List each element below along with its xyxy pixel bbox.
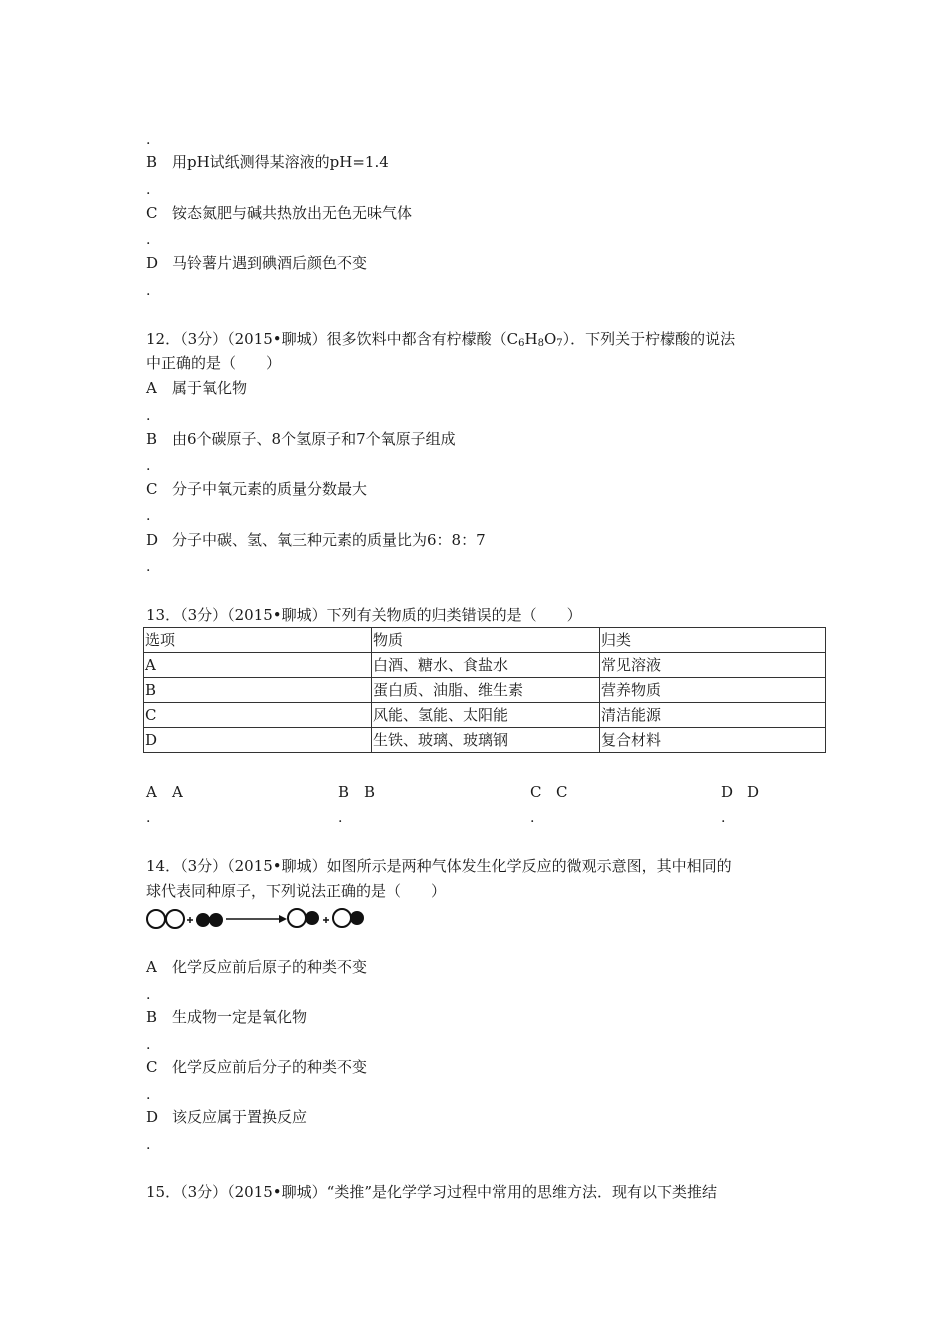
option-dot: . [146, 132, 151, 148]
option-dot: . [146, 987, 151, 1003]
table-cell: 生铁、玻璃、玻璃钢 [372, 728, 600, 753]
table-cell: C [144, 703, 372, 728]
q12-stem-line2: 中正确的是（ ） [146, 354, 282, 372]
option-dot: . [146, 1087, 151, 1103]
option-dot: . [146, 508, 151, 524]
q14-option-c [146, 1057, 367, 1077]
option-letter: A [146, 379, 157, 397]
formula-subscript: 8 [537, 338, 544, 349]
q11-option-c [146, 203, 412, 223]
option-letter: D [146, 531, 159, 549]
table-row [144, 703, 826, 728]
option-dot: . [146, 458, 151, 474]
option-letter: A [146, 783, 157, 801]
option-letter: C [530, 783, 542, 801]
q14-stem-line2: 球代表同种原子，下列说法正确的是（ ） [146, 882, 447, 900]
table-cell: 风能、氢能、太阳能 [372, 703, 600, 728]
table-cell: 清洁能源 [600, 703, 826, 728]
table-cell: A [144, 653, 372, 678]
option-letter: A [146, 958, 157, 976]
option-letter: C [146, 1058, 158, 1076]
option-letter: D [146, 254, 159, 272]
q12-option-b [146, 429, 456, 449]
option-dot: . [146, 182, 151, 198]
q12-option-c [146, 479, 367, 499]
option-text: A [172, 783, 183, 801]
table-cell: 复合材料 [600, 728, 826, 753]
option-text: C [556, 783, 568, 801]
white-atom [288, 909, 306, 927]
white-atom [166, 910, 184, 928]
arrow-icon [226, 915, 287, 923]
option-text: 用pH试纸测得某溶液的pH=1.4 [172, 153, 389, 171]
q11-option-d [146, 253, 367, 273]
option-letter: B [338, 783, 350, 801]
table-cell: B [144, 678, 372, 703]
option-text: 生成物一定是氧化物 [172, 1008, 308, 1026]
option-dot: . [338, 810, 343, 826]
option-letter: C [146, 480, 158, 498]
reaction-diagram [146, 906, 376, 932]
q12-stem-line1 [146, 329, 735, 354]
q12-stem-text: 12．（3分）（2015•聊城）很多饮料中都含有柠檬酸（C [146, 330, 519, 348]
q12-option-a [146, 378, 247, 398]
option-dot: . [146, 559, 151, 575]
q13-choice-d [721, 782, 759, 802]
option-text: B [364, 783, 376, 801]
white-atom [333, 909, 351, 927]
q12-option-d [146, 530, 486, 550]
option-text: 化学反应前后分子的种类不变 [172, 1058, 368, 1076]
table-header-row [144, 628, 826, 653]
option-text: 属于氧化物 [172, 379, 248, 397]
q15-stem-line1: 15．（3分）（2015•聊城）“类推”是化学学习过程中常用的思维方法．现有以下类推结 [146, 1183, 717, 1201]
option-text: 分子中氧元素的质量分数最大 [172, 480, 368, 498]
formula-subscript: 6 [518, 338, 525, 349]
q14-option-a [146, 957, 367, 977]
table-row [144, 678, 826, 703]
table-cell: 蛋白质、油脂、维生素 [372, 678, 600, 703]
option-letter: D [146, 1108, 159, 1126]
table-header-cell: 选项 [144, 628, 372, 653]
option-dot: . [146, 283, 151, 299]
option-text: D [747, 783, 760, 801]
black-atom [305, 911, 319, 925]
table-row [144, 653, 826, 678]
option-text: 分子中碳、氢、氧三种元素的质量比为6：8：7 [172, 531, 486, 549]
black-atom [196, 913, 210, 927]
option-dot: . [530, 810, 535, 826]
q14-option-d [146, 1107, 307, 1127]
option-text: 由6个碳原子、8个氢原子和7个氧原子组成 [172, 430, 456, 448]
option-dot: . [146, 1137, 151, 1153]
q11-option-b [146, 152, 389, 172]
q13-stem: 13．（3分）（2015•聊城）下列有关物质的归类错误的是（ ） [146, 606, 582, 624]
option-letter: D [721, 783, 734, 801]
table-cell: D [144, 728, 372, 753]
q13-choice-b [338, 782, 375, 802]
option-letter: C [146, 204, 158, 222]
table-cell: 白酒、糖水、食盐水 [372, 653, 600, 678]
formula-subscript: 7 [556, 338, 563, 349]
q13-choice-a [146, 782, 183, 802]
table-header-cell: 物质 [372, 628, 600, 653]
formula-element: O [543, 330, 557, 348]
black-atom [350, 911, 364, 925]
plus-sign [187, 917, 193, 923]
option-letter: B [146, 1008, 158, 1026]
q14-stem-line1: 14．（3分）（2015•聊城）如图所示是两种气体发生化学反应的微观示意图，其中相同的 [146, 857, 732, 875]
q14-option-b [146, 1007, 307, 1027]
table-cell: 常见溶液 [600, 653, 826, 678]
classification-table [143, 627, 826, 753]
option-dot: . [146, 1037, 151, 1053]
table-row [144, 728, 826, 753]
option-text: 马铃薯片遇到碘酒后颜色不变 [172, 254, 368, 272]
option-text: 铵态氮肥与碱共热放出无色无味气体 [172, 204, 413, 222]
q13-choice-c [530, 782, 567, 802]
table-header-cell: 归类 [600, 628, 826, 653]
q12-stem-text: ）．下列关于柠檬酸的说法 [562, 330, 736, 348]
option-letter: B [146, 153, 158, 171]
option-dot: . [146, 810, 151, 826]
option-letter: B [146, 430, 158, 448]
option-text: 化学反应前后原子的种类不变 [172, 958, 368, 976]
option-dot: . [721, 810, 726, 826]
plus-sign [323, 917, 329, 923]
option-text: 该反应属于置换反应 [172, 1108, 308, 1126]
option-dot: . [146, 232, 151, 248]
option-dot: . [146, 408, 151, 424]
white-atom [147, 910, 165, 928]
black-atom [209, 913, 223, 927]
table-cell: 营养物质 [600, 678, 826, 703]
formula-element: H [524, 330, 538, 348]
